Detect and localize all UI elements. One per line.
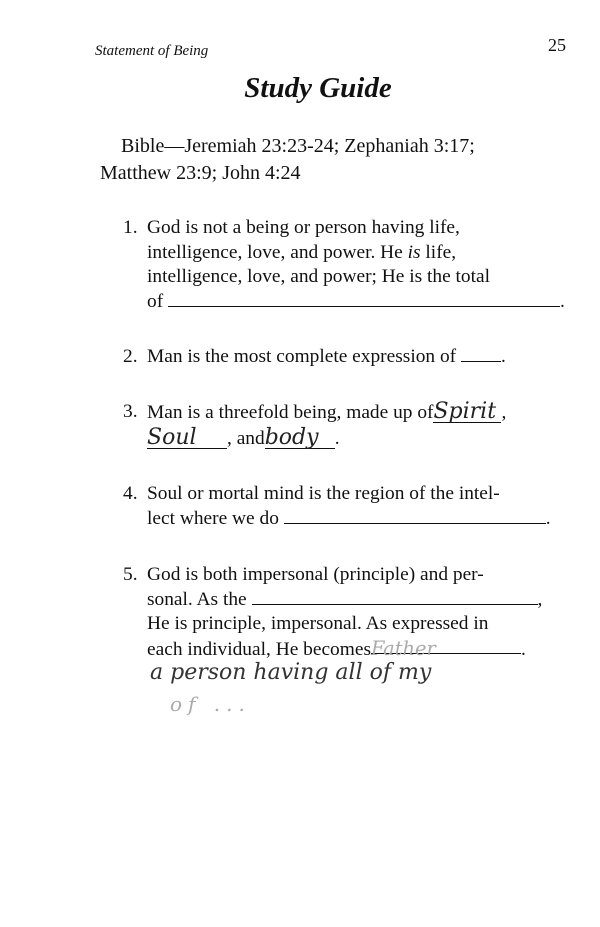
- bible-references: [100, 133, 590, 187]
- question-number: 5.: [123, 564, 138, 585]
- question-text-line: of .: [147, 290, 565, 312]
- question-text-line: He is principle, impersonal. As expressed in: [147, 613, 489, 634]
- question-number: 2.: [123, 346, 138, 367]
- page-number: 25: [548, 35, 566, 55]
- handwritten-answer-father[interactable]: Father: [371, 637, 521, 654]
- question-text: Man is a threefold being, made up of: [147, 402, 434, 423]
- question-text-line: intelligence, love, and power; He is the total: [147, 266, 491, 287]
- question-text-line: each individual, He becomesFather .: [147, 636, 526, 660]
- question-number: 3.: [123, 401, 138, 422]
- handwritten-answer-spirit[interactable]: Spirit: [433, 400, 501, 423]
- handwritten-note-line-1: a person having all of my: [150, 660, 432, 685]
- question-2: 2. Man is the most complete expression of .: [123, 345, 588, 370]
- question-number: 4.: [123, 483, 138, 504]
- question-text-line: Soul , andbody .: [147, 424, 340, 450]
- references-line-1: Bible—Jeremiah 23:23-24; Zephaniah 3:17;: [121, 135, 475, 157]
- question-text: life,: [425, 241, 457, 263]
- emphasis-text: is: [407, 241, 421, 263]
- question-number: 1.: [123, 217, 138, 238]
- page-title: Study Guide: [244, 72, 392, 104]
- question-text-line: God is both impersonal (principle) and per-: [147, 564, 484, 585]
- question-text-line: lect where we do .: [147, 507, 551, 529]
- question-text: each individual, He becomes: [147, 638, 371, 660]
- question-text: intelligence, love, and power. He: [147, 241, 403, 263]
- question-5: [123, 563, 588, 662]
- handwritten-answer-body[interactable]: body: [265, 426, 335, 449]
- question-text-line: Soul or mortal mind is the region of the intel-: [147, 483, 500, 504]
- running-title: Statement of Being: [95, 43, 209, 59]
- question-text: sonal. As the: [147, 588, 247, 610]
- question-text: , and: [227, 427, 265, 449]
- question-text: Man is the most complete expression of: [147, 346, 457, 367]
- answer-blank[interactable]: [284, 507, 546, 524]
- question-4: [123, 482, 588, 531]
- question-3: [123, 400, 588, 451]
- question-text: of: [147, 290, 164, 312]
- question-text-line: Man is a threefold being, made up ofSpirit ,: [147, 399, 507, 424]
- answer-blank[interactable]: [252, 588, 538, 605]
- handwritten-answer-soul[interactable]: Soul: [147, 426, 227, 449]
- question-text: lect where we do: [147, 507, 279, 529]
- answer-blank[interactable]: [461, 345, 501, 362]
- question-1: [123, 216, 588, 314]
- question-text-line: [147, 241, 588, 266]
- answer-blank[interactable]: [168, 290, 560, 307]
- handwritten-note-line-2: of ...: [170, 692, 251, 716]
- references-line-2: Matthew 23:9; John 4:24: [100, 162, 301, 184]
- question-text-line: God is not a being or person having life,: [147, 217, 460, 238]
- question-text-line: sonal. As the ,: [147, 588, 543, 610]
